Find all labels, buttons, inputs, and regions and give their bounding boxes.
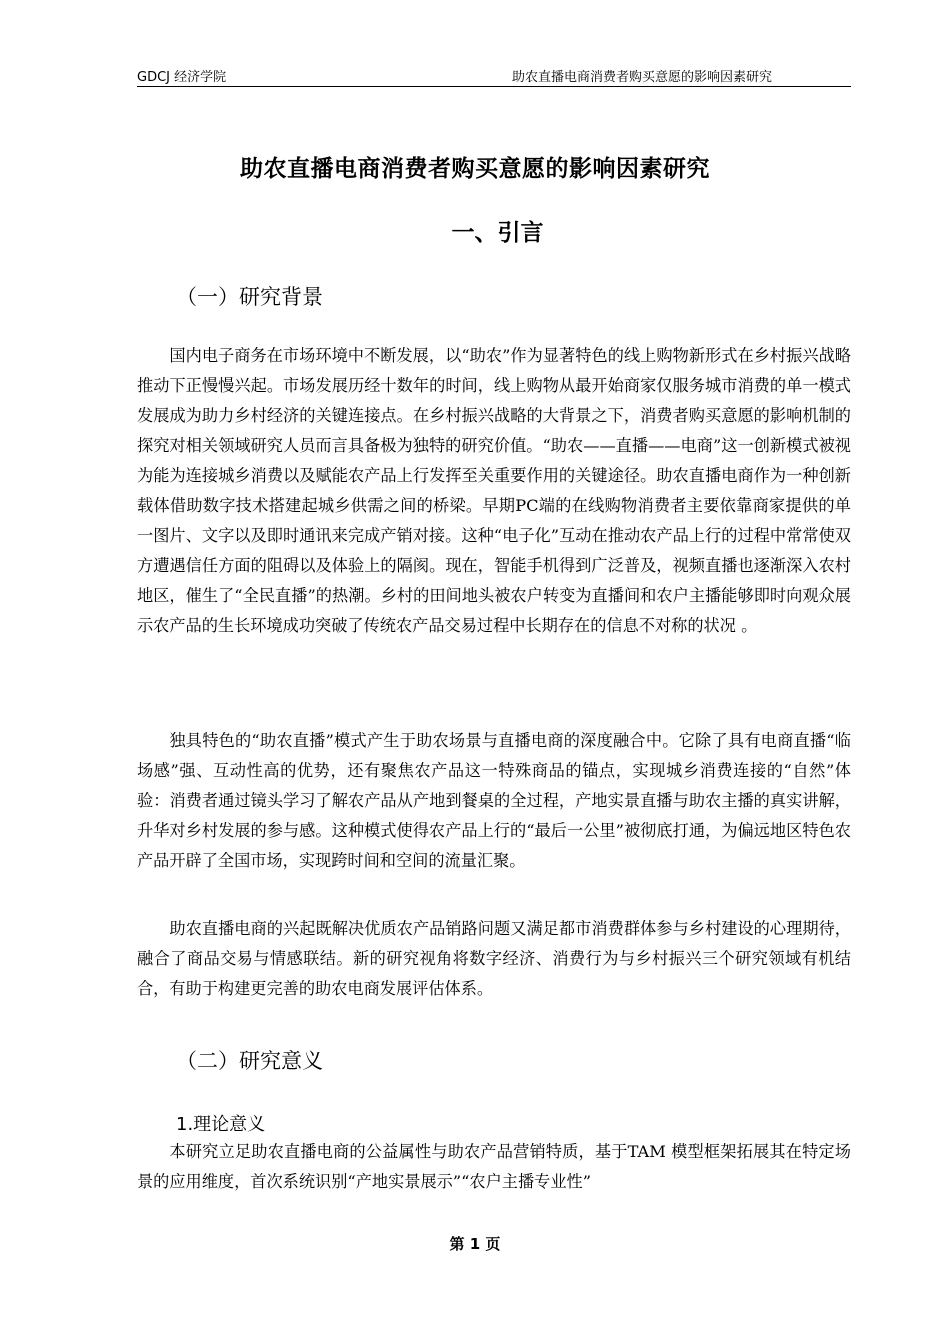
header-institution: GDCJ 经济学院	[137, 70, 227, 85]
item-heading-theoretical: 1.理论意义	[176, 1114, 266, 1135]
background-paragraph-2: 独具特色的“助农直播”模式产生于助农场景与直播电商的深度融合中。它除了具有电商直播“临场感”强、互动性高的优势，还有聚焦农产品这一特殊商品的锚点，实现城乡消费连接的“自然”体验：消费者通过镜头学习了解农产品从产地到餐桌的全过程，产地实景直播与助农主播的真实讲解，升华对乡村发展的参与感。这种模式使得农产品上行的“最后一公里”被彻底打通，为偏远地区特色农产品开辟了全国市场，实现跨时间和空间的流量汇聚。	[137, 731, 851, 870]
section-heading-introduction: 一、引言	[451, 220, 544, 246]
paper-title: 助农直播电商消费者购买意愿的影响因素研究	[240, 156, 710, 182]
theoretical-paragraph-1: 本研究立足助农直播电商的公益属性与助农产品营销特质，基于TAM 模型框架拓展其在特定场景的应用维度，首次系统识别“产地实景展示”“农户主播专业性”	[137, 1142, 851, 1191]
header-running-title: 助农直播电商消费者购买意愿的影响因素研究	[511, 70, 772, 85]
background-paragraph-1: 国内电子商务在市场环境中不断发展，以“助农”作为显著特色的线上购物新形式在乡村振兴战略推动下正慢慢兴起。市场发展历经十数年的时间，线上购物从最开始商家仅服务城市消费的单一模式发展成为助力乡村经济的关键连接点。在乡村振兴战略的大背景之下，消费者购买意愿的影响机制的探究对相关领域研究人员而言具备极为独特的研究价值。“助农——直播——电商”这一创新模式被视为能为连接城乡消费以及赋能农产品上行发挥至关重要作用的关键途径。助农直播电商作为一种创新载体借助数字技术搭建起城乡供需之间的桥梁。早期PC端的在线购物消费者主要依靠商家提供的单一图片、文字以及即时通讯来完成产销对接。这种“电子化”互动在推动农产品上行的过程中常常使双方遭遇信任方面的阻碍以及体验上的隔阂。现在，智能手机得到广泛普及，视频直播也逐渐深入农村地区，催生了“全民直播”的热潮。乡村的田间地头被农户转变为直播间和农户主播能够即时向观众展示农产品的生长环境成功突破了传统农产品交易过程中长期存在的信息不对称的状况 。	[137, 346, 851, 635]
subsection-heading-significance: （二）研究意义	[176, 1049, 323, 1073]
page-number: 第 1 页	[449, 1235, 501, 1253]
page-header	[137, 66, 851, 87]
background-paragraph-3: 助农直播电商的兴起既解决优质农产品销路问题又满足都市消费群体参与乡村建设的心理期待，融合了商品交易与情感联结。新的研究视角将数字经济、消费行为与乡村振兴三个研究领域有机结合，有助于构建更完善的助农电商发展评估体系。	[137, 919, 851, 998]
subsection-heading-background: （一）研究背景	[176, 285, 323, 309]
